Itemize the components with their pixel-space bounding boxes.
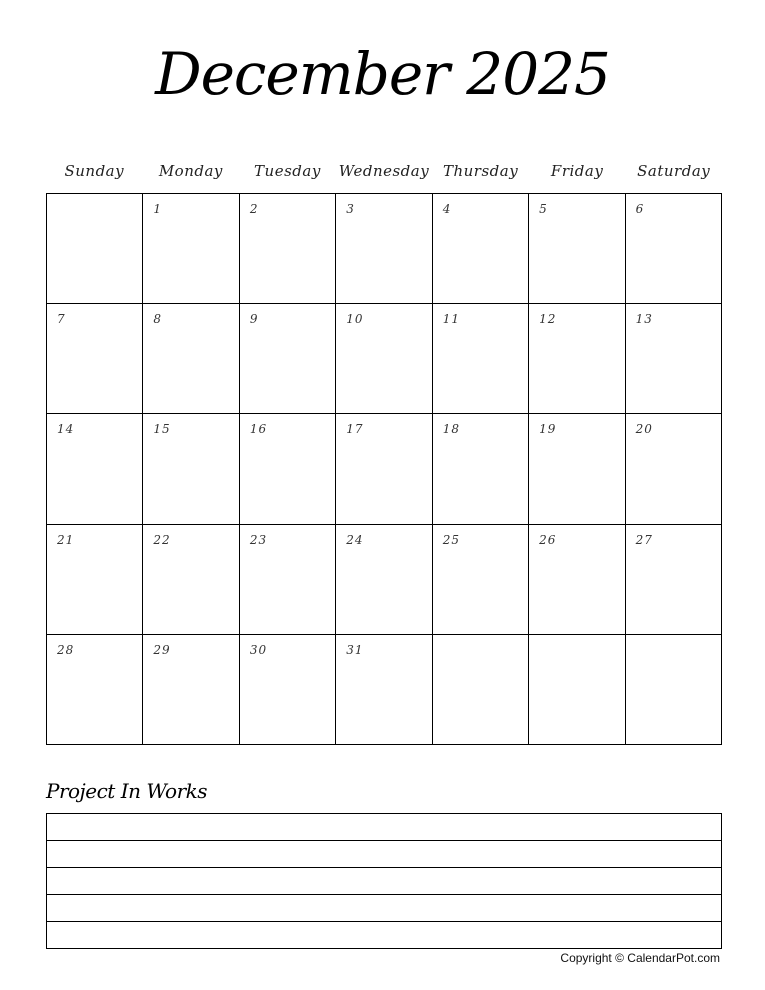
day-cell bbox=[143, 635, 239, 745]
day-cell bbox=[240, 525, 336, 635]
day-cell bbox=[529, 304, 625, 414]
day-number: 8 bbox=[153, 312, 163, 327]
weekday-tuesday: Tuesday bbox=[254, 162, 321, 180]
day-number: 28 bbox=[57, 642, 75, 657]
calendar-title: December 2025 bbox=[155, 40, 610, 108]
day-cell bbox=[626, 525, 722, 635]
day-cell bbox=[529, 194, 625, 304]
day-number: 25 bbox=[442, 532, 460, 547]
day-number: 26 bbox=[539, 532, 557, 547]
weekday-monday: Monday bbox=[158, 162, 223, 180]
notes-lines-box bbox=[46, 813, 722, 949]
day-number: 12 bbox=[539, 312, 557, 327]
day-cell bbox=[336, 635, 432, 745]
day-cell bbox=[47, 525, 143, 635]
day-cell bbox=[336, 304, 432, 414]
day-cell bbox=[433, 194, 529, 304]
day-number: 22 bbox=[153, 532, 171, 547]
day-number: 4 bbox=[442, 202, 452, 216]
day-number: 19 bbox=[539, 422, 557, 437]
day-cell bbox=[240, 304, 336, 414]
day-cell bbox=[143, 525, 239, 635]
day-number: 17 bbox=[346, 422, 364, 437]
day-cell bbox=[529, 635, 625, 745]
day-number: 1 bbox=[153, 202, 163, 216]
day-number: 6 bbox=[635, 202, 645, 216]
day-cell bbox=[433, 525, 529, 635]
weekday-header-row bbox=[46, 162, 722, 180]
day-cell bbox=[433, 635, 529, 745]
day-cell bbox=[626, 304, 722, 414]
day-number: 23 bbox=[249, 532, 268, 547]
day-number: 2 bbox=[249, 202, 259, 216]
day-cell bbox=[143, 304, 239, 414]
day-number: 18 bbox=[442, 422, 460, 437]
day-cell bbox=[240, 414, 336, 524]
day-number: 16 bbox=[249, 422, 268, 437]
weekday-sunday: Sunday bbox=[64, 162, 125, 180]
day-cell bbox=[336, 414, 432, 524]
day-number: 15 bbox=[153, 422, 171, 437]
day-cell bbox=[433, 304, 529, 414]
notes-section-title: Project In Works bbox=[46, 779, 208, 803]
day-number: 30 bbox=[249, 642, 268, 657]
day-cell bbox=[626, 635, 722, 745]
day-number: 31 bbox=[346, 642, 364, 657]
note-line bbox=[47, 895, 721, 922]
day-number: 29 bbox=[153, 642, 171, 657]
day-number: 11 bbox=[442, 312, 460, 327]
day-number: 24 bbox=[346, 532, 364, 547]
day-cell bbox=[47, 635, 143, 745]
day-number: 13 bbox=[635, 312, 653, 327]
day-number: 21 bbox=[57, 532, 75, 547]
note-line bbox=[47, 922, 721, 949]
day-number: 3 bbox=[346, 202, 355, 216]
weekday-wednesday: Wednesday bbox=[338, 162, 430, 180]
note-line bbox=[47, 814, 721, 841]
day-number: 14 bbox=[57, 422, 75, 437]
day-cell bbox=[143, 414, 239, 524]
day-cell bbox=[47, 414, 143, 524]
day-cell bbox=[240, 635, 336, 745]
day-cell bbox=[626, 194, 722, 304]
day-cell bbox=[529, 414, 625, 524]
calendar-grid bbox=[46, 193, 722, 745]
day-number: 20 bbox=[635, 422, 653, 437]
day-number: 10 bbox=[346, 312, 364, 327]
day-number: 5 bbox=[539, 202, 548, 216]
note-line bbox=[47, 868, 721, 895]
day-cell bbox=[529, 525, 625, 635]
day-cell bbox=[240, 194, 336, 304]
day-cell bbox=[433, 414, 529, 524]
day-cell bbox=[336, 525, 432, 635]
weekday-thursday: Thursday bbox=[442, 162, 519, 180]
day-number: 9 bbox=[249, 312, 259, 327]
copyright-footer: Copyright © CalendarPot.com bbox=[560, 951, 720, 965]
note-line bbox=[47, 841, 721, 868]
weekday-saturday: Saturday bbox=[637, 162, 711, 180]
day-number: 7 bbox=[57, 312, 66, 327]
day-cell bbox=[143, 194, 239, 304]
day-cell bbox=[336, 194, 432, 304]
day-number: 27 bbox=[635, 532, 653, 547]
weekday-friday: Friday bbox=[550, 162, 604, 180]
day-cell bbox=[626, 414, 722, 524]
day-cell bbox=[47, 194, 143, 304]
day-cell bbox=[47, 304, 143, 414]
